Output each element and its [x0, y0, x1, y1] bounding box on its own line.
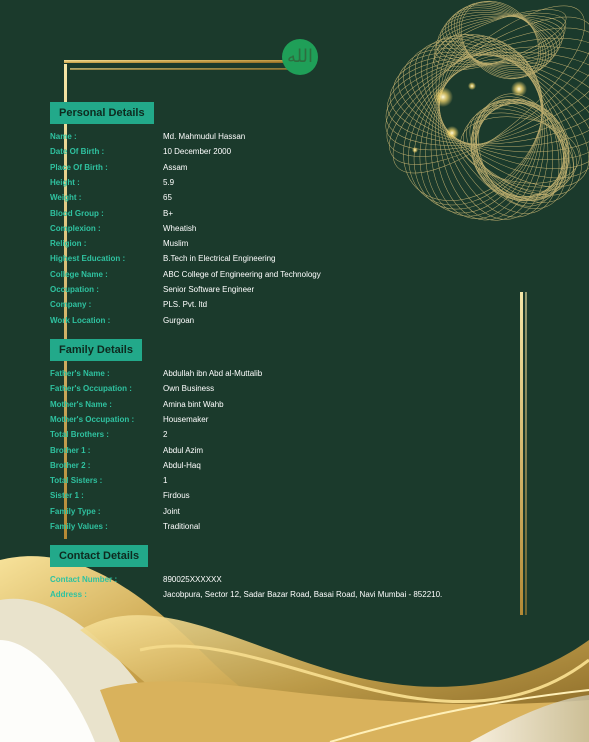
family-detail-row	[50, 444, 470, 458]
field-value: Muslim	[163, 239, 189, 249]
field-value: PLS. Pvt. ltd	[163, 300, 208, 310]
section-header-contact: Contact Details	[50, 545, 148, 567]
field-value: ABC College of Engineering and Technology	[163, 269, 321, 279]
field-label: Weight :	[50, 193, 82, 203]
field-value: Own Business	[163, 384, 215, 394]
personal-detail-row	[50, 145, 470, 159]
contact-detail-row	[50, 588, 470, 602]
field-value: Housemaker	[163, 414, 209, 424]
field-value: 10 December 2000	[163, 147, 232, 157]
field-label: Company :	[50, 300, 92, 310]
family-detail-row	[50, 367, 470, 381]
section-header-family: Family Details	[50, 339, 142, 361]
field-label: Blood Group :	[50, 208, 104, 218]
contact-detail-row	[50, 573, 470, 587]
field-value: Wheatish	[163, 223, 197, 233]
personal-detail-row	[50, 314, 470, 328]
personal-detail-row	[50, 161, 470, 175]
field-value: 2	[163, 430, 168, 440]
field-label: Place Of Birth :	[50, 162, 108, 172]
personal-detail-row	[50, 237, 470, 251]
field-label: Father's Name :	[50, 369, 110, 378]
field-value: Assam	[163, 162, 188, 172]
field-label: Sister 1 :	[50, 491, 84, 501]
field-label: Address :	[50, 590, 87, 600]
field-label: Family Values :	[50, 522, 108, 531]
field-value: Abdul Azim	[163, 445, 204, 455]
field-value: Jacobpura, Sector 12, Sadar Bazar Road, Basai Road, Navi Mumbai - 852210.	[163, 590, 443, 600]
field-label: Brother 1 :	[50, 445, 91, 455]
field-label: Mother's Occupation :	[50, 414, 135, 424]
personal-detail-row	[50, 283, 470, 297]
field-value: Abdullah ibn Abd al-Muttalib	[163, 369, 263, 378]
field-label: Total Brothers :	[50, 430, 109, 440]
field-value: 5.9	[163, 177, 175, 187]
family-detail-row	[50, 413, 470, 427]
family-detail-row	[50, 489, 470, 503]
field-label: Date Of Birth :	[50, 147, 105, 157]
field-label: Work Location :	[50, 315, 111, 325]
field-value: Gurgoan	[163, 315, 195, 325]
field-label: Highest Education :	[50, 254, 126, 264]
personal-detail-row	[50, 222, 470, 236]
allah-calligraphy-icon: الله	[282, 39, 318, 75]
field-value: 890025XXXXXX	[163, 575, 222, 584]
field-value: Firdous	[163, 491, 190, 501]
field-value: Joint	[163, 506, 180, 516]
personal-detail-row	[50, 191, 470, 205]
personal-detail-row	[50, 130, 470, 144]
field-label: College Name :	[50, 269, 108, 279]
field-label: Occupation :	[50, 285, 99, 294]
field-value: B+	[163, 208, 174, 218]
field-value: 1	[163, 476, 168, 486]
field-label: Religion :	[50, 239, 87, 249]
family-detail-row	[50, 459, 470, 473]
field-value: Md. Mahmudul Hassan	[163, 132, 246, 141]
field-label: Brother 2 :	[50, 460, 91, 470]
field-label: Family Type :	[50, 506, 101, 516]
family-detail-row	[50, 520, 470, 534]
field-label: Mother's Name :	[50, 399, 112, 409]
field-label: Contact Number :	[50, 575, 118, 584]
family-detail-row	[50, 398, 470, 412]
field-label: Height :	[50, 177, 80, 187]
personal-detail-row	[50, 252, 470, 266]
personal-detail-row	[50, 207, 470, 221]
field-value: Senior Software Engineer	[163, 285, 255, 294]
personal-detail-row	[50, 268, 470, 282]
field-value: 65	[163, 193, 172, 203]
personal-detail-row	[50, 176, 470, 190]
field-value: Amina bint Wahb	[163, 399, 224, 409]
field-label: Father's Occupation :	[50, 384, 132, 394]
field-value: Abdul-Haq	[163, 460, 201, 470]
field-value: Traditional	[163, 522, 201, 531]
field-label: Name :	[50, 132, 77, 141]
field-label: Total Sisters :	[50, 476, 103, 486]
family-detail-row	[50, 428, 470, 442]
family-detail-row	[50, 382, 470, 396]
personal-detail-row	[50, 298, 470, 312]
field-value: B.Tech in Electrical Engineering	[163, 254, 276, 264]
family-detail-row	[50, 474, 470, 488]
family-detail-row	[50, 505, 470, 519]
section-header-personal: Personal Details	[50, 102, 154, 124]
field-label: Complexion :	[50, 223, 101, 233]
